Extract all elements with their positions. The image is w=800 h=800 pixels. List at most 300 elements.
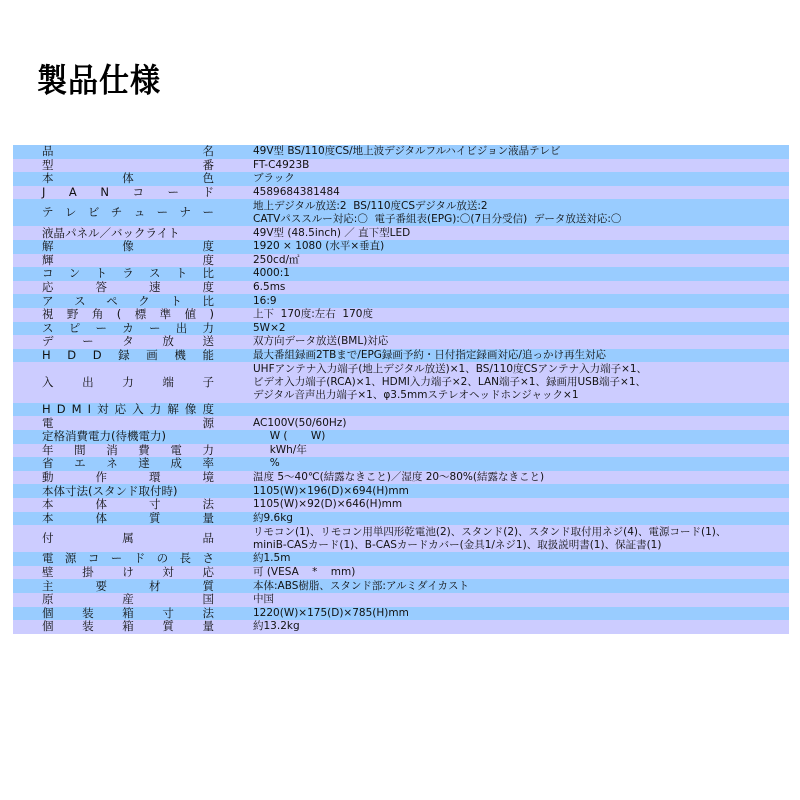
spec-value-line: kWh/年 (253, 443, 307, 456)
spec-value (243, 552, 789, 566)
spec-value (243, 607, 789, 621)
spec-value (243, 349, 789, 363)
spec-value (243, 512, 789, 526)
spec-label-char: 壁 (42, 565, 54, 580)
spec-value-line: 1220(W)×175(D)×785(H)mm (253, 606, 409, 619)
spec-row (13, 240, 789, 254)
spec-label (13, 186, 243, 200)
spec-label (13, 512, 243, 526)
spec-value-line: 250cd/㎡ (253, 253, 300, 266)
spec-label-char: さ (202, 551, 214, 566)
spec-value (243, 498, 789, 512)
spec-label-char: 像 (184, 402, 197, 417)
spec-label-text (42, 145, 214, 158)
spec-row (13, 552, 789, 566)
spec-label-char: ュ (133, 205, 146, 220)
spec-label-char: 画 (146, 348, 158, 363)
spec-value-line: 5W×2 (253, 321, 286, 334)
spec-label-char: 機 (174, 348, 186, 363)
spec-label-char: D (56, 402, 66, 417)
spec-label-char: 像 (122, 239, 134, 254)
spec-label-text (42, 403, 214, 416)
spec-label-char: 比 (202, 266, 214, 281)
spec-row (13, 281, 789, 295)
spec-value (243, 362, 789, 403)
spec-label-char: 電 (170, 442, 182, 457)
spec-label-char: 対 (162, 565, 174, 580)
spec-label-char: 付 (42, 531, 54, 546)
spec-label-char: 名 (202, 144, 214, 159)
spec-row (13, 416, 789, 430)
spec-label (13, 362, 243, 403)
spec-value (243, 308, 789, 322)
spec-row (13, 362, 789, 403)
spec-label-char: 答 (95, 280, 107, 295)
spec-label-text (42, 512, 214, 525)
spec-label-char: 度 (202, 402, 214, 417)
spec-value-line: 6.5ms (253, 281, 286, 294)
spec-label-char: タ (122, 334, 134, 349)
spec-label-char: ネ (106, 456, 118, 471)
spec-value (243, 322, 789, 336)
spec-row (13, 226, 789, 240)
spec-label-char: ー (202, 205, 214, 220)
spec-label-char: 出 (82, 375, 94, 390)
spec-label (13, 498, 243, 512)
spec-value-line: 4589684381484 (253, 186, 340, 199)
spec-value (243, 281, 789, 295)
spec-row (13, 349, 789, 363)
spec-label-char: 本体寸法(スタンド取付時) (42, 483, 178, 498)
spec-label-char: 応 (202, 565, 214, 580)
spec-row (13, 199, 789, 226)
spec-value (243, 199, 789, 226)
spec-label-char: 準 (159, 307, 172, 322)
spec-label-text (42, 322, 214, 335)
spec-label-char: 装 (82, 605, 94, 620)
spec-label-char: デ (42, 334, 54, 349)
spec-label-char: 作 (95, 470, 107, 485)
spec-label (13, 294, 243, 308)
spec-value (243, 403, 789, 417)
spec-label-char: 属 (122, 531, 134, 546)
spec-row (13, 322, 789, 336)
spec-label-char: ト (170, 293, 182, 308)
spec-value (243, 145, 789, 159)
spec-row (13, 403, 789, 417)
spec-label-char: ス (74, 293, 86, 308)
spec-label-text (42, 552, 214, 565)
spec-label-char: 度 (202, 280, 214, 295)
spec-row (13, 484, 789, 498)
spec-label-char: 送 (202, 334, 214, 349)
spec-label (13, 267, 243, 281)
spec-label-text (42, 267, 214, 280)
spec-label (13, 552, 243, 566)
spec-value-line: 可 (VESA * mm) (253, 566, 356, 579)
spec-value (243, 430, 789, 444)
spec-row (13, 267, 789, 281)
spec-label-char: I (87, 402, 92, 417)
spec-value-line: UHFアンテナ入力端子(地上デジタル放送)×1、BS/110度CSアンテナ入力端子×1、 (253, 363, 648, 376)
spec-value-line: 地上デジタル放送:2 BS/110度CSデジタル放送:2 (253, 199, 488, 212)
spec-label (13, 525, 243, 552)
spec-label-char: 解 (42, 239, 54, 254)
spec-row (13, 335, 789, 349)
spec-label-char: 費 (138, 442, 150, 457)
spec-value (243, 159, 789, 173)
spec-value (243, 226, 789, 240)
spec-label-char: 体 (122, 171, 134, 186)
spec-label-char: 量 (202, 619, 214, 634)
spec-label (13, 308, 243, 322)
spec-label-char: テ (42, 205, 54, 220)
spec-label-char: ビ (87, 205, 100, 220)
spec-row (13, 607, 789, 621)
spec-label-char: 放 (162, 334, 174, 349)
spec-row (13, 294, 789, 308)
spec-label-text (42, 206, 214, 219)
spec-label-text (42, 240, 214, 253)
spec-label-char: 録 (118, 348, 130, 363)
spec-label-text (42, 281, 214, 294)
spec-label-char: 力 (202, 320, 214, 335)
spec-label-text (42, 254, 214, 267)
spec-value-line: FT-C4923B (253, 158, 310, 171)
spec-label (13, 322, 243, 336)
spec-value-line: 本体:ABS樹脂、スタンド部:アルミダイカスト (253, 579, 469, 592)
spec-label-char: 入 (132, 402, 144, 417)
spec-value (243, 457, 789, 471)
spec-value (243, 593, 789, 607)
spec-label-text (42, 485, 214, 498)
spec-value (243, 186, 789, 200)
spec-value-line: 1920 × 1080 (水平×垂直) (253, 240, 385, 253)
spec-label (13, 335, 243, 349)
spec-value-line: 49V型 BS/110度CS/地上波デジタルフルハイビジョン液晶テレビ (253, 145, 561, 158)
spec-label-char: 個 (42, 605, 54, 620)
spec-value (243, 172, 789, 186)
spec-value (243, 620, 789, 634)
spec-label (13, 430, 243, 444)
spec-value-line: 最大番組録画2TBまで/EPG録画予約・日付指定録画対応/追っかけ再生対応 (253, 349, 606, 362)
spec-label-char: 要 (95, 578, 107, 593)
spec-label-char: 個 (42, 619, 54, 634)
spec-label-char: 野 (66, 307, 79, 322)
spec-label-char: 寸 (162, 605, 174, 620)
spec-value (243, 254, 789, 268)
spec-label-char: 対 (97, 402, 109, 417)
spec-label-text (42, 444, 214, 457)
spec-label-char: ( (116, 307, 122, 322)
spec-label (13, 199, 243, 226)
spec-label-char: 比 (202, 293, 214, 308)
spec-value-line: デジタル音声出力端子×1、φ3.5mmステレオヘッドホンジャック×1 (253, 389, 579, 402)
spec-label-char: 掛 (82, 565, 94, 580)
spec-value (243, 471, 789, 485)
spec-label (13, 172, 243, 186)
spec-row (13, 172, 789, 186)
spec-label-char: 装 (82, 619, 94, 634)
spec-label-char: 色 (202, 171, 214, 186)
spec-label-char: レ (64, 205, 77, 220)
spec-label-char: D (67, 348, 77, 363)
spec-value-line: 中国 (253, 593, 274, 606)
spec-row (13, 593, 789, 607)
spec-label-text (42, 566, 214, 579)
spec-value (243, 416, 789, 430)
spec-label-text (42, 532, 214, 545)
spec-label-char: ー (167, 185, 179, 200)
spec-value-line: 4000:1 (253, 267, 290, 280)
spec-label-char: A (68, 185, 77, 200)
spec-label-char: H (42, 402, 51, 417)
spec-label (13, 444, 243, 458)
spec-label-text (42, 580, 214, 593)
spec-row (13, 254, 789, 268)
spec-label-char: 端 (162, 375, 174, 390)
spec-label-text (42, 308, 214, 321)
spec-value-line: 49V型 (48.5inch) ／ 直下型LED (253, 226, 411, 239)
spec-label-char: ス (42, 320, 54, 335)
spec-label-char: N (100, 185, 109, 200)
spec-label-text (42, 335, 214, 348)
spec-label-char: 品 (202, 531, 214, 546)
spec-label-text (42, 227, 214, 240)
spec-label-char: ー (110, 551, 123, 566)
spec-label-char: ー (82, 334, 94, 349)
spec-label-char: 型 (42, 157, 54, 172)
spec-label-char: 箱 (122, 605, 134, 620)
spec-label (13, 403, 243, 417)
spec-label-char: 体 (95, 497, 107, 512)
spec-label (13, 281, 243, 295)
spec-row (13, 145, 789, 159)
spec-label-text (42, 186, 214, 199)
spec-row (13, 498, 789, 512)
spec-label-char: 動 (42, 470, 54, 485)
page-title: 製品仕様 (37, 62, 161, 101)
spec-label (13, 471, 243, 485)
spec-value (243, 335, 789, 349)
spec-label-char: D (92, 348, 102, 363)
spec-label-char: 境 (202, 470, 214, 485)
spec-value-line: 16:9 (253, 294, 277, 307)
spec-label-char: 箱 (122, 619, 134, 634)
spec-value-line: miniB-CASカード(1)、B-CASカードカバー(金具1/ネジ1)、取扱説明書(1)、保証書(1) (253, 538, 662, 551)
spec-value-line: 約13.2kg (253, 620, 300, 633)
spec-label-char: チ (110, 205, 123, 220)
spec-label-char: 成 (170, 456, 182, 471)
spec-label-char: 輝 (42, 252, 54, 267)
spec-label-char: 力 (149, 402, 162, 417)
spec-value-line: ビデオ入力端子(RCA)×1、HDMI入力端子×2、LAN端子×1、録画用USB端子×1、 (253, 376, 647, 389)
spec-label-char: カ (122, 320, 134, 335)
spec-label-char: 能 (202, 348, 214, 363)
spec-label-text (42, 620, 214, 633)
spec-row (13, 620, 789, 634)
spec-value (243, 579, 789, 593)
spec-label-char: 国 (202, 592, 214, 607)
spec-row (13, 457, 789, 471)
spec-label-char: 力 (122, 375, 134, 390)
spec-label-char: ク (138, 293, 150, 308)
spec-value-line: 約1.5m (253, 552, 291, 565)
spec-row (13, 512, 789, 526)
spec-value-line: 約9.6kg (253, 511, 293, 524)
spec-label-char: 原 (42, 592, 54, 607)
spec-label-char: 長 (179, 551, 192, 566)
spec-label-char: ピ (68, 320, 81, 335)
spec-label-char: 質 (202, 578, 214, 593)
spec-label-char: 消 (106, 442, 118, 457)
spec-label-char: 主 (42, 578, 54, 593)
spec-label-char: ン (68, 266, 81, 281)
spec-label-char: ) (209, 307, 214, 322)
spec-label-char: 間 (74, 442, 86, 457)
spec-row (13, 308, 789, 322)
spec-value-line: 上下 170度:左右 170度 (253, 308, 373, 321)
spec-label (13, 579, 243, 593)
spec-label (13, 240, 243, 254)
spec-label-text (42, 159, 214, 172)
spec-row (13, 444, 789, 458)
spec-table (13, 145, 789, 634)
spec-label (13, 484, 243, 498)
spec-label-char: H (42, 348, 51, 363)
spec-label-text (42, 349, 214, 362)
spec-label-text (42, 295, 214, 308)
spec-value-line: リモコン(1)、リモコン用単四形乾電池(2)、スタンド(2)、スタンド取付用ネジ(4)、電源コード(1)、 (253, 525, 727, 538)
spec-label-char: 率 (202, 456, 214, 471)
spec-label-char: M (71, 402, 82, 417)
spec-label-char: 子 (202, 375, 214, 390)
spec-label-char: 本 (42, 171, 54, 186)
spec-label-text (42, 417, 214, 430)
spec-label-char: 質 (149, 510, 161, 525)
spec-value (243, 444, 789, 458)
spec-label-char: 年 (42, 442, 54, 457)
spec-row (13, 471, 789, 485)
spec-label (13, 593, 243, 607)
spec-label-char: エ (74, 456, 86, 471)
spec-label-char: の (156, 551, 169, 566)
spec-row (13, 579, 789, 593)
spec-label-char: 産 (122, 592, 134, 607)
spec-label (13, 416, 243, 430)
spec-label-char: 出 (175, 320, 188, 335)
spec-label-text (42, 471, 214, 484)
spec-label-char: 電 (42, 551, 54, 566)
spec-row (13, 159, 789, 173)
spec-label-char: ー (149, 320, 161, 335)
spec-label-text (42, 593, 214, 606)
spec-label (13, 457, 243, 471)
spec-label-char: 材 (149, 578, 161, 593)
spec-value (243, 240, 789, 254)
spec-label-char: 寸 (149, 497, 161, 512)
spec-label-char: 度 (202, 239, 214, 254)
spec-value-line: ブラック (253, 172, 295, 185)
spec-label-text (42, 172, 214, 185)
spec-label-char: ド (133, 551, 146, 566)
spec-label-char: 力 (202, 442, 214, 457)
spec-value-line: 1105(W)×92(D)×646(H)mm (253, 498, 403, 511)
spec-label-text (42, 430, 214, 443)
spec-row (13, 186, 789, 200)
spec-label-char: ト (175, 266, 188, 281)
spec-value (243, 267, 789, 281)
spec-label-char: ド (202, 185, 214, 200)
spec-label-char: 法 (202, 605, 214, 620)
spec-label-char: 番 (202, 157, 214, 172)
spec-label-char: 本 (42, 510, 54, 525)
spec-label-char: ア (42, 293, 54, 308)
spec-value-line: CATVパススルー対応:〇 電子番組表(EPG):〇(7日分受信) データ放送対応:〇 (253, 212, 622, 225)
spec-label-char: 省 (42, 456, 54, 471)
spec-label (13, 620, 243, 634)
spec-label-char: 角 (91, 307, 104, 322)
spec-label (13, 607, 243, 621)
spec-label-text (42, 376, 214, 389)
spec-label (13, 566, 243, 580)
spec-label-char: 体 (95, 510, 107, 525)
spec-label-char: 本 (42, 497, 54, 512)
spec-label-char: ー (95, 320, 107, 335)
spec-label (13, 254, 243, 268)
spec-label-char: 源 (202, 415, 214, 430)
spec-row (13, 566, 789, 580)
spec-label-char: 品 (42, 144, 54, 159)
spec-value (243, 566, 789, 580)
spec-label-char: 応 (114, 402, 127, 417)
spec-label-char: J (42, 185, 46, 200)
spec-label-char: 電 (42, 415, 54, 430)
spec-row (13, 525, 789, 552)
spec-label (13, 145, 243, 159)
spec-label-char: 達 (138, 456, 150, 471)
spec-value-line: 1105(W)×196(D)×694(H)mm (253, 484, 409, 497)
spec-label-char: 応 (42, 280, 54, 295)
spec-value-line: 温度 5～40℃(結露なきこと)／湿度 20～80%(結露なきこと) (253, 471, 545, 484)
spec-label-char: 環 (149, 470, 161, 485)
spec-label-char: 解 (167, 402, 179, 417)
spec-label-char: 標 (134, 307, 147, 322)
spec-label-char: ト (95, 266, 107, 281)
spec-label-char: コ (87, 551, 100, 566)
spec-label-char: コ (132, 185, 144, 200)
spec-label-char: 速 (149, 280, 161, 295)
spec-value (243, 525, 789, 552)
spec-label-char: け (122, 565, 134, 580)
spec-label-text (42, 607, 214, 620)
spec-value (243, 294, 789, 308)
spec-label-char: ス (149, 266, 161, 281)
spec-label-char: 入 (42, 375, 54, 390)
spec-label-char: ー (156, 205, 169, 220)
spec-label-char: 値 (184, 307, 197, 322)
spec-label (13, 349, 243, 363)
spec-value (243, 484, 789, 498)
spec-value-line: AC100V(50/60Hz) (253, 416, 347, 429)
spec-label-char: 量 (202, 510, 214, 525)
spec-label-char: ペ (106, 293, 118, 308)
spec-label (13, 226, 243, 240)
spec-label-char: ナ (179, 205, 192, 220)
spec-label-char: 法 (202, 497, 214, 512)
spec-label-char: 視 (42, 307, 54, 322)
spec-label-char: 度 (202, 252, 214, 267)
